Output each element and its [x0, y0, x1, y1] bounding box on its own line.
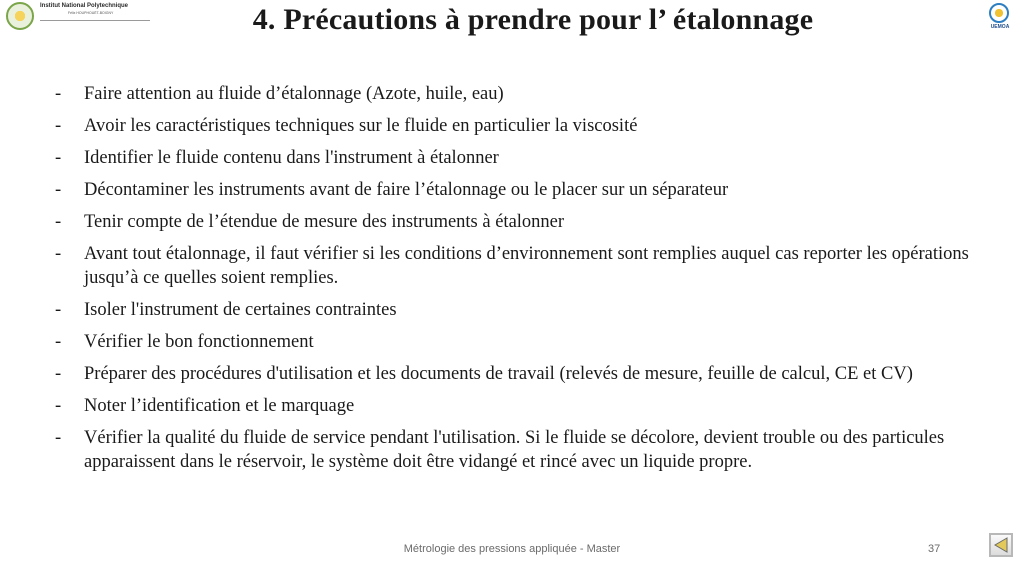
list-item — [53, 82, 988, 106]
list-item — [53, 426, 988, 474]
list-item — [53, 394, 988, 418]
bullet-marker: - — [55, 396, 62, 416]
institution-subtitle: Félix HOUPHOUËT-BOIGNY — [68, 11, 114, 15]
institution-name: Institut National Polytechnique — [40, 3, 129, 9]
footer-course-title: Métrologie des pressions appliquée - Master — [403, 543, 621, 555]
list-item-text: Tenir compte de l’étendue de mesure des instruments à étalonner — [84, 212, 565, 232]
list-item — [53, 114, 988, 138]
precautions-list — [53, 82, 988, 482]
list-item-text: Vérifier la qualité du fluide de service pendant l'utilisation. Si le fluide se décolore, devient trouble ou des particules apparaissent dans le réservoir, le système doit être vidangé et rincé avec un liquide propre. — [84, 428, 945, 472]
back-button[interactable] — [989, 533, 1013, 557]
list-item — [53, 298, 988, 322]
list-item-text: Isoler l'instrument de certaines contraintes — [84, 300, 397, 320]
page-number: 37 — [928, 543, 941, 555]
list-item — [53, 210, 988, 234]
bullet-marker: - — [55, 180, 62, 200]
bullet-marker: - — [55, 244, 62, 264]
list-item-text: Avoir les caractéristiques techniques sur le fluide en particulier la viscosité — [84, 116, 638, 136]
bullet-marker: - — [55, 364, 62, 384]
bullet-marker: - — [55, 84, 62, 104]
list-item-text: Décontaminer les instruments avant de faire l’étalonnage ou le placer sur un séparateur — [84, 180, 729, 200]
slide-title: 4. Précautions à prendre pour l’ étalonnage — [252, 3, 814, 36]
list-item-text: Noter l’identification et le marquage — [84, 396, 355, 416]
bullet-marker: - — [55, 332, 62, 352]
bullet-marker: - — [55, 428, 62, 448]
bullet-marker: - — [55, 300, 62, 320]
list-item — [53, 242, 988, 290]
list-item-text: Avant tout étalonnage, il faut vérifier si les conditions d’environnement sont remplies auquel cas reporter les opérations jusqu’à ce quelles soient remplies. — [84, 244, 969, 288]
list-item — [53, 362, 988, 386]
list-item-text: Faire attention au fluide d’étalonnage (Azote, huile, eau) — [84, 84, 504, 104]
list-item — [53, 330, 988, 354]
bullet-marker: - — [55, 116, 62, 136]
list-item — [53, 146, 988, 170]
list-item-text: Vérifier le bon fonctionnement — [84, 332, 314, 352]
back-arrow-icon — [992, 536, 1010, 554]
bullet-marker: - — [55, 148, 62, 168]
bullet-marker: - — [55, 212, 62, 232]
list-item-text: Préparer des procédures d'utilisation et les documents de travail (relevés de mesure, feuille de calcul, CE et CV) — [84, 364, 913, 384]
uemoa-label: UEMOA — [990, 24, 1010, 30]
list-item-text: Identifier le fluide contenu dans l'instrument à étalonner — [84, 148, 499, 168]
list-item — [53, 178, 988, 202]
